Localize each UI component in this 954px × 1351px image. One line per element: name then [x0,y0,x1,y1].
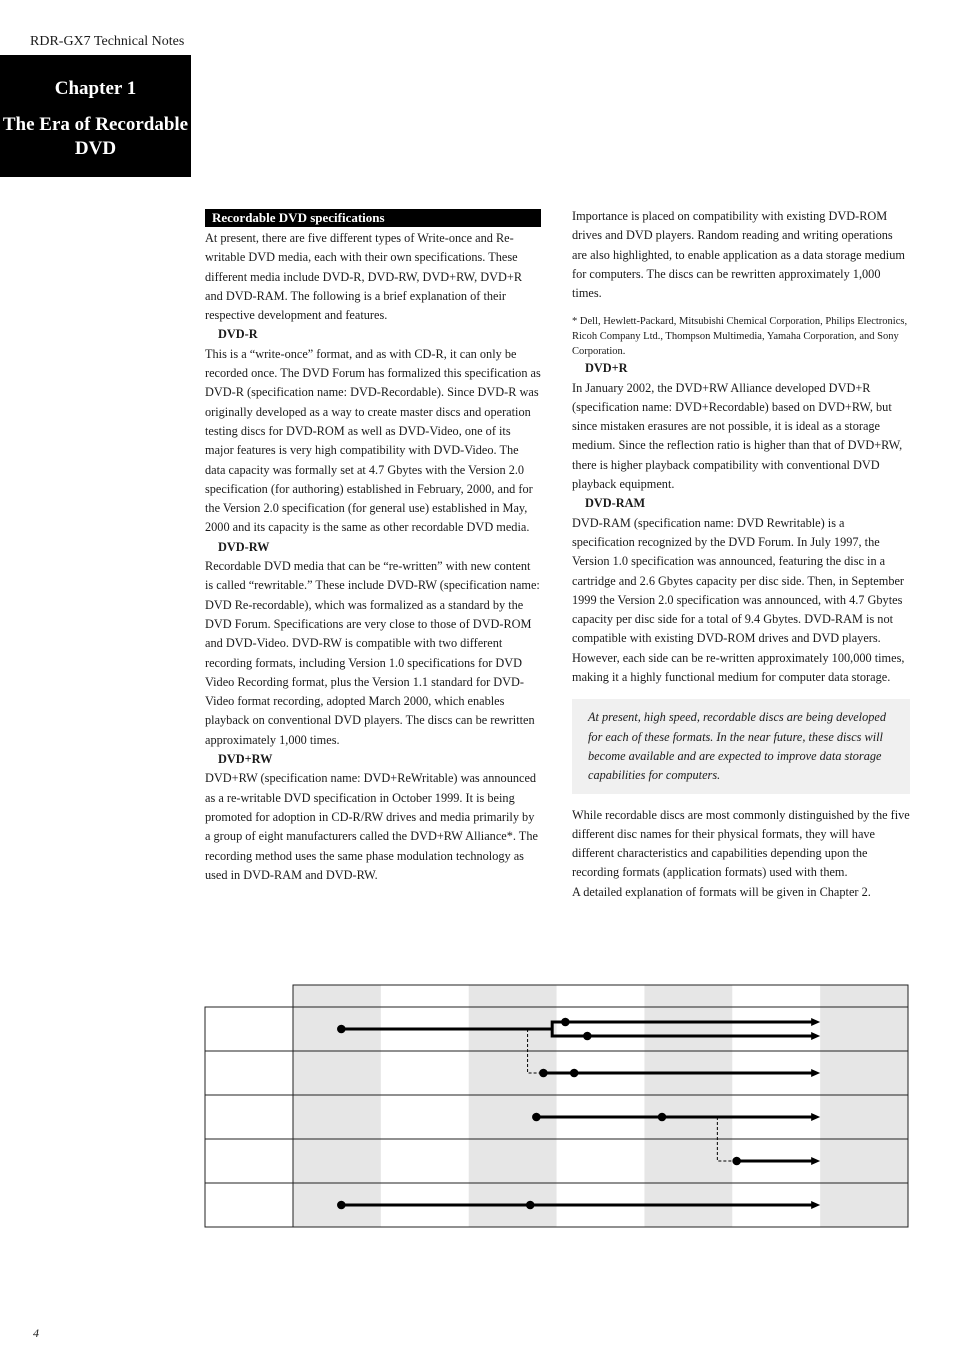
closing-paragraph: While recordable discs are most commonly distinguished by the five different disc names for their physical formats, they will have different characteristics and capabilities depending upon the recording formats (application formats) used with them. [572,807,910,880]
timeline-arrowhead [811,1157,820,1165]
dvd-r-heading: DVD-R [218,327,258,342]
dvd-rw-body: Recordable DVD media that can be “re-written” with new content is called “rewritable.” These include DVD-RW (specification name: DVD Re-recordable), which was formalized as a standard by the DVD Forum. Specifications are very close to those of DVD-ROM and DVD-Video. DVD-RW is compatible with two different recording formats, including Version 1.0 specifications for DVD Video Recording format, plus the Version 1.1 standard for DVD-Video format recording, adopted March 2000, which enables playback on conventional DVD players. The discs can be rewritten approximately 1,000 times. [205,559,540,747]
timeline-derivation-connector [717,1117,736,1161]
timeline-milestone [526,1201,535,1210]
intro-paragraph: At present, there are five different types of Write-once and Re-writable DVD media, each with their own specifications. These different media include DVD-R, DVD-RW, DVD+RW, DVD+R and DVD-RAM. The following is a brief explanation of their respective development and features. [205,231,523,323]
timeline-milestone [583,1032,592,1041]
dvd-plus-rw-continued: Importance is placed on compatibility with existing DVD-ROM drives and DVD players. Random reading and writing operations are also highlighted, to enable application as a data storage medium for computers. The discs can be rewritten approximately 1,000 times. [572,209,905,301]
callout-box: At present, high speed, recordable discs are being developed for each of these formats. In the near future, these discs will become available and are expected to improve data storage capabilities for computers. [572,699,910,793]
chapter-banner [0,55,191,177]
section-heading: Recordable DVD specifications [205,209,541,227]
dvd-rw-heading: DVD-RW [218,539,270,554]
chapter-title: The Era of Recordable DVD [2,114,189,159]
timeline-frame [205,1007,908,1227]
dvd-plus-r-heading: DVD+R [585,361,628,376]
right-column [572,207,910,902]
page-number: 4 [33,1326,39,1340]
timeline-milestone [539,1069,548,1078]
timeline-arrowhead [811,1069,820,1077]
period-column [469,985,557,1227]
chapter-label: Chapter 1 [54,78,137,99]
period-column [644,985,732,1227]
alliance-footnote: * Dell, Hewlett-Packard, Mitsubishi Chemical Corporation, Philips Electronics, Ricoh Company Ltd., Thompson Multimedia, Yamaha Corporation, and Sony Corporation. [572,316,908,357]
closing-note: A detailed explanation of formats will be given in Chapter 2. [572,884,871,899]
timeline-milestone [532,1113,541,1122]
period-column [293,985,381,1227]
dvd-ram-body: DVD-RAM (specification name: DVD Rewritable) is a specification recognized by the DVD Forum. In July 1997, the Version 1.0 specification was announced, featuring the disc in a cartridge and 2.6 Gbytes capacity per disc side. Then, in September 1999 the Version 2.0 specification was announced, with 4.7 Gbytes capacity per disc side for a total of 9.4 Gbytes. DVD-RAM is not compatible with existing DVD-ROM drives and DVD players. However, each side can be re-written approximately 100,000 times, making it a highly functional medium for computer data storage. [572,515,905,685]
dvd-plus-r-body: In January 2002, the DVD+RW Alliance developed DVD+R (specification name: DVD+Recordable) based on DVD+RW, but since mistaken erasures are not possible, it is ideal as a storage medium. Since the reflection ratio is higher than that of DVD+RW, there is higher playback compatibility with conventional DVD playback equipment. [572,380,903,492]
timeline-milestone [732,1157,741,1166]
left-column [205,209,541,885]
timeline-milestone [337,1025,346,1034]
dvd-r-body: This is a “write-once” format, and as with CD-R, it can only be recorded once. The DVD Forum has formalized this specification as DVD-R (specification name: DVD-Recordable). Since DVD-R was originally developed as a way to create master discs and operation testing discs for DVD-ROM as well as DVD-Video, one of its major features is very high compatibility with DVD-Video. The data capacity was formally set at 4.7 Gbytes with the Version 2.0 specification (for authoring) established in February, 2000, and for the Version 2.0 specification (for general use) established in May, 2000 and its capacity is the same as other recordable DVD media. [205,346,541,535]
timeline-milestone [570,1069,579,1078]
timeline-milestone [337,1201,346,1210]
timeline-derivation-connector [528,1029,544,1073]
timeline-branch-line [552,1022,812,1029]
period-column [820,985,908,1227]
timeline-milestone [658,1113,667,1122]
timeline-header-row [293,985,908,1007]
document-header: RDR-GX7 Technical Notes [30,34,185,49]
timeline-milestone [561,1018,570,1027]
dvd-plus-rw-heading: DVD+RW [218,752,273,767]
dvd-plus-rw-body: DVD+RW (specification name: DVD+ReWritable) was announced as a re-writable DVD specification in October 1999. It is being promoted for adoption in CD-R/RW drives and media primarily by a group of eight manufacturers called the DVD+RW Alliance*. The recording method uses the same phase modulation technology as used in DVD-RAM and DVD-RW. [205,771,538,882]
dvd-ram-heading: DVD-RAM [585,496,646,511]
timeline-arrowhead [811,1113,820,1121]
timeline-arrowhead [811,1201,820,1209]
timeline-branch-line [552,1029,812,1036]
timeline-arrowhead [811,1018,820,1026]
timeline-arrowhead [811,1032,820,1040]
